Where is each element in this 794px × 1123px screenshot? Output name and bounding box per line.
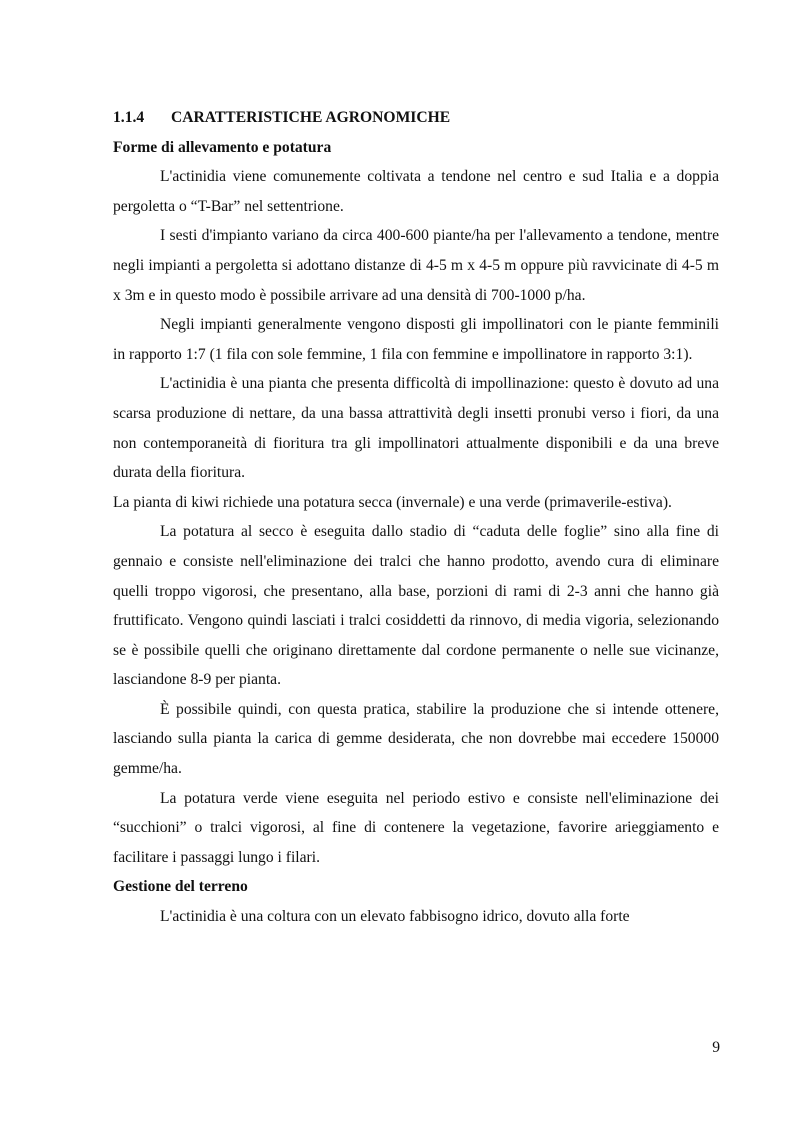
subsection-forme-allevamento [113,133,719,873]
subsection-title: Gestione del terreno [113,878,248,896]
page-number: 9 [712,1039,720,1056]
paragraph: I sesti d'impianto variano da circa 400-600 piante/ha per l'allevamento a tendone, mentre negli impianti a pergoletta si adottano distanze di 4-5 m x 4-5 m oppure più ravvicinate di 4-5 m x 3m e in questo modo è possibile arrivare ad una densità di 700-1000 p/ha. [113,227,719,304]
section-title: CARATTERISTICHE AGRONOMICHE [171,109,451,126]
paragraph: L'actinidia è una pianta che presenta difficoltà di impollinazione: questo è dovuto ad una scarsa produzione di nettare, da una bassa attrattività degli insetti pronubi verso i fiori, da una non contemporaneità di fioritura tra gli impollinatori attualmente disponibili e da una breve durata della fioritura. [113,375,719,482]
paragraph: L'actinidia viene comunemente coltivata a tendone nel centro e sud Italia e a doppia pergoletta o “T-Bar” nel settentrione. [113,168,719,215]
paragraph: È possibile quindi, con questa pratica, stabilire la produzione che si intende ottenere, lasciando sulla pianta la carica di gemme desiderata, che non dovrebbe mai eccedere 150000 gemme/ha. [113,700,719,778]
paragraph: Negli impianti generalmente vengono disposti gli impollinatori con le piante femminili in rapporto 1:7 (1 fila con sole femmine, 1 fila con femmine e impollinatore in rapporto 3:1). [113,316,719,363]
subsection-title: Forme di allevamento e potatura [113,138,332,156]
paragraph: La pianta di kiwi richiede una potatura secca (invernale) e una verde (primaverile-estiva). [113,493,672,511]
paragraph: La potatura verde viene eseguita nel periodo estivo e consiste nell'eliminazione dei “succhioni” o tralci vigorosi, al fine di contenere la vegetazione, favorire arieggiamento e facilitare i passaggi lungo i filari. [113,789,719,866]
document-page [113,103,719,932]
section-heading [113,103,719,133]
section-number: 1.1.4 [113,109,145,126]
paragraph: La potatura al secco è eseguita dallo stadio di “caduta delle foglie” sino alla fine di gennaio e consiste nell'eliminazione dei tralci che hanno prodotto, avendo cura di eliminare quelli troppo vigorosi, che presentano, alla base, porzioni di rami di 2-3 anni che hanno già fruttificato. Vengono quindi lasciati i tralci cosiddetti da rinnovo, di media vigoria, selezionando se è possibile quelli che originano direttamente dal cordone permanente o nelle sue vicinanze, lasciandone 8-9 per pianta. [113,523,719,689]
subsection-gestione-terreno [113,872,719,931]
paragraph: L'actinidia è una coltura con un elevato fabbisogno idrico, dovuto alla forte [160,908,630,926]
